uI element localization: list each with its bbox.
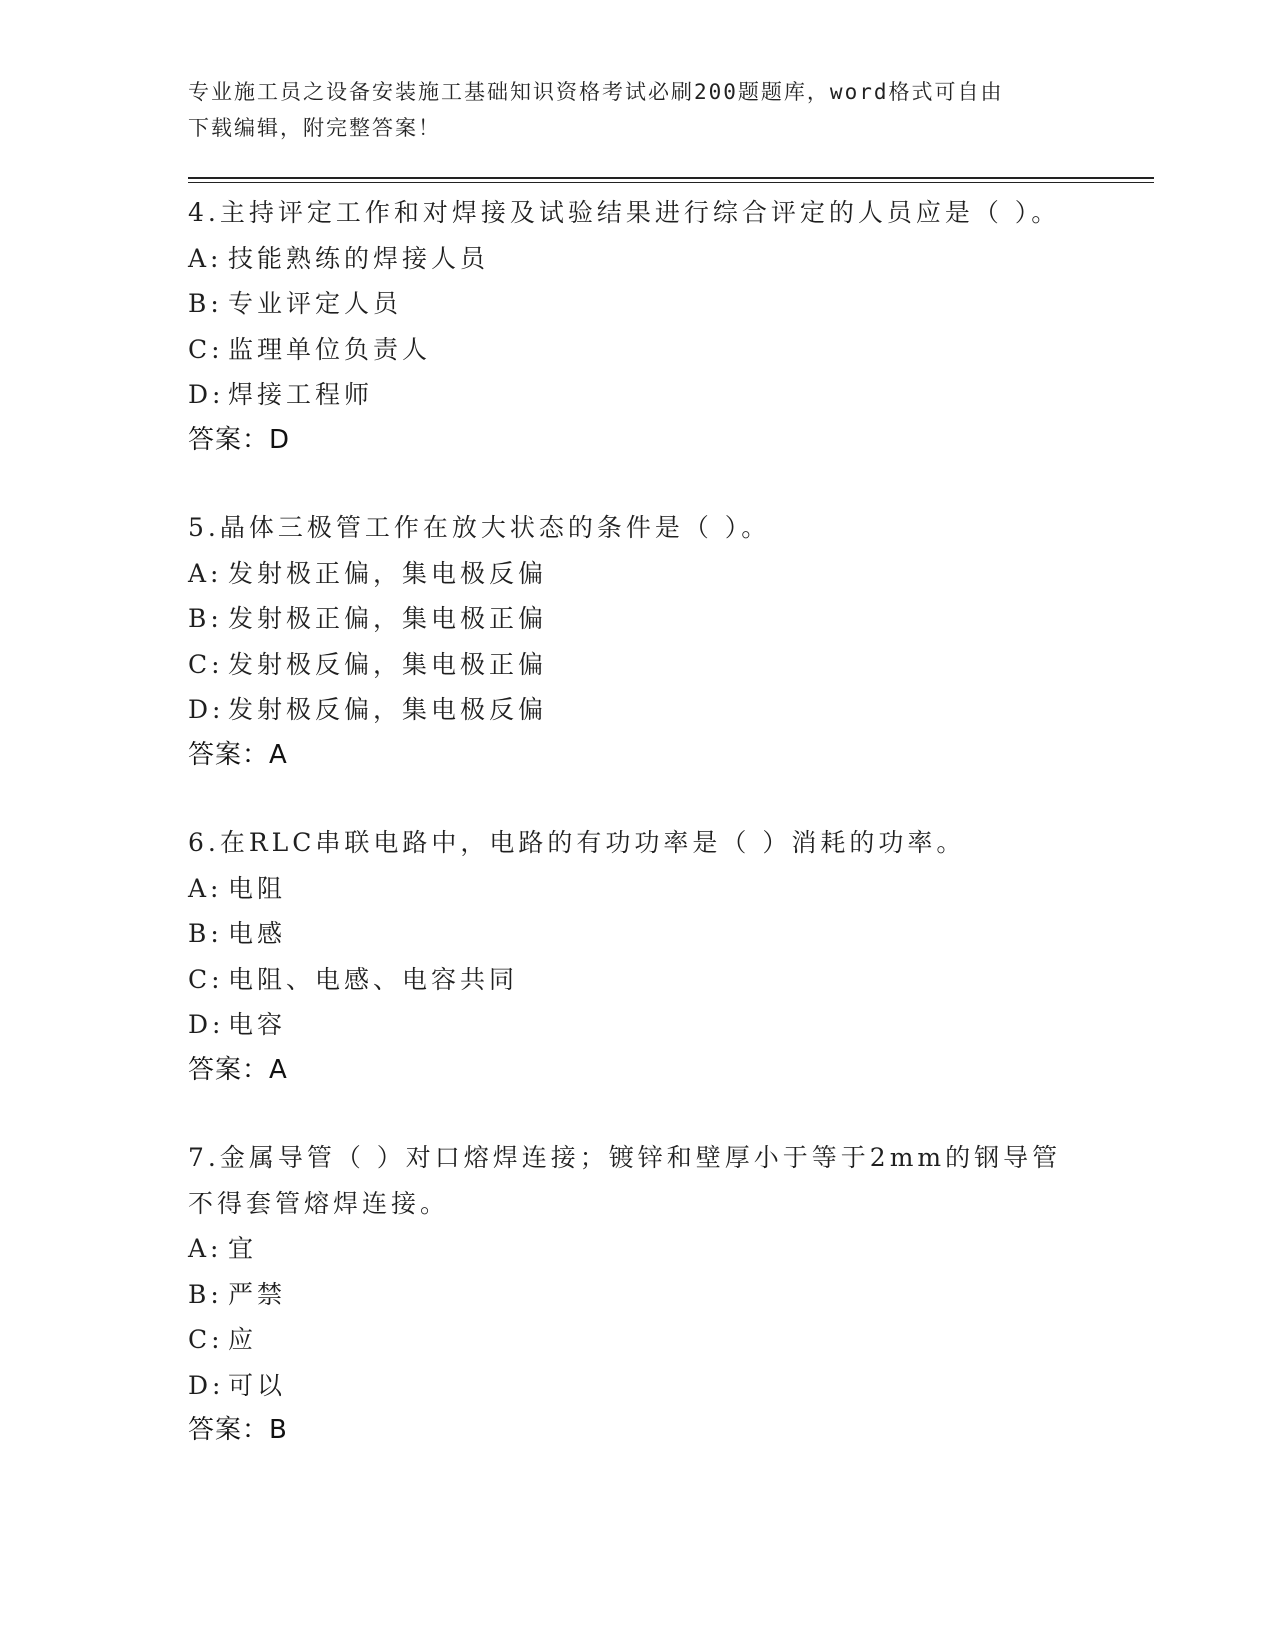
option-letter: C: [188,1325,224,1354]
option-text: 电阻、电感、电容共同 [228,964,519,994]
option-d [188,687,1088,733]
option-letter: D: [188,695,225,724]
option-text: 专业评定人员 [228,289,403,318]
option-text: 可以 [228,1370,287,1400]
question-list [188,190,1088,1496]
answer-line: 答案：A [188,1054,288,1085]
option-letter: D: [188,380,225,409]
option-d [188,1002,1088,1048]
option-a [188,236,1088,282]
option-text: 严禁 [228,1279,287,1309]
option-b [188,911,1088,957]
option-text: 发射极正偏，集电极正偏 [228,604,548,633]
option-a [188,1226,1088,1272]
option-d [188,1363,1088,1409]
question-7 [188,1135,1088,1454]
option-text: 电阻 [228,873,287,903]
question-stem: 7.金属导管（ ）对口熔焊连接；镀锌和壁厚小于等于2mm的钢导管不得套管熔焊连接。 [188,1143,1062,1218]
option-text: 技能熟练的焊接人员 [228,243,490,273]
question-5 [188,505,1088,778]
answer-line: 答案：B [188,1415,288,1445]
option-text: 发射极反偏，集电极反偏 [228,695,548,724]
option-d [188,372,1088,418]
header-divider-thin [188,182,1154,183]
option-letter: A: [188,243,223,273]
option-c [188,642,1088,688]
answer-line: 答案：A [188,739,288,770]
question-stem: 5.晶体三极管工作在放大状态的条件是（ ）。 [188,513,771,542]
option-b [188,1272,1088,1318]
option-text: 监理单位负责人 [228,334,432,364]
question-4 [188,190,1088,463]
option-letter: C: [188,334,224,364]
option-letter: D: [188,1370,225,1400]
option-text: 发射极反偏，集电极正偏 [228,649,548,679]
option-letter: A: [188,1234,223,1263]
answer-line: 答案：D [188,424,291,455]
option-letter: B: [188,289,223,318]
option-letter: C: [188,964,224,994]
option-b [188,281,1088,327]
header-line-2: 下载编辑，附完整答案！ [188,116,441,140]
option-letter: B: [188,604,223,633]
question-stem: 6.在RLC串联电路中，电路的有功功率是（ ）消耗的功率。 [188,828,966,857]
header-divider-thick [188,177,1154,179]
option-a [188,551,1088,597]
option-letter: B: [188,919,223,948]
document-header [188,74,1088,146]
option-c [188,1317,1088,1363]
option-letter: D: [188,1010,225,1039]
option-text: 宜 [228,1234,258,1263]
option-text: 发射极正偏，集电极反偏 [228,558,548,588]
question-6 [188,820,1088,1093]
option-b [188,596,1088,642]
question-stem: 4.主持评定工作和对焊接及试验结果进行综合评定的人员应是（ ）。 [188,198,1061,227]
option-text: 电感 [228,919,287,948]
option-text: 应 [228,1325,258,1354]
option-letter: A: [188,873,223,903]
option-letter: A: [188,558,223,588]
option-a [188,866,1088,912]
option-letter: C: [188,649,224,679]
option-c [188,327,1088,373]
header-line-1: 专业施工员之设备安装施工基础知识资格考试必刷200题题库，word格式可自由 [188,80,1004,104]
option-letter: B: [188,1279,223,1309]
option-text: 电容 [228,1010,287,1039]
option-text: 焊接工程师 [228,380,374,409]
option-c [188,957,1088,1003]
